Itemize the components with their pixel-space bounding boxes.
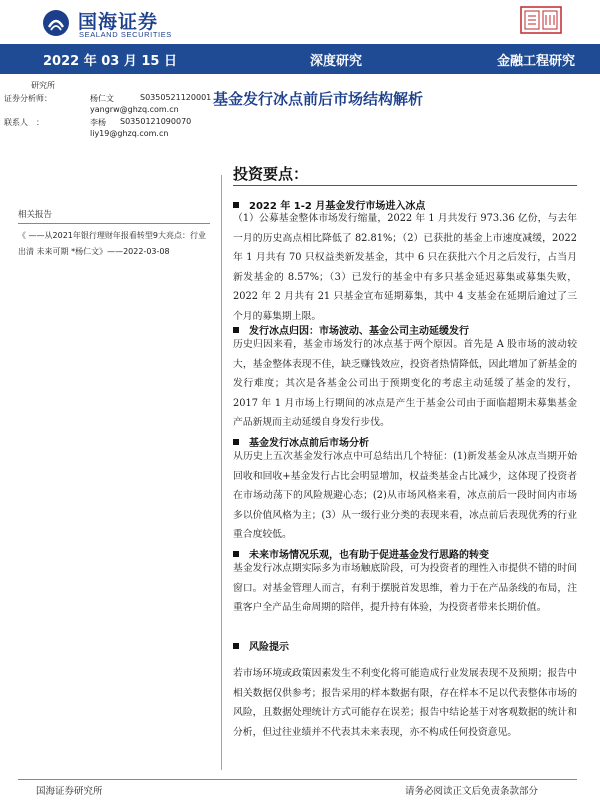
section-heading: 发行冰点归因：市场波动、基金公司主动延缓发行 bbox=[233, 322, 469, 337]
section-body: 历史归因来看，基金市场发行的冰点基于两个原因。首先是 A 股市场的波动较大，基金整体表现不佳，缺乏赚钱效应，投资者热情降低，因此增加了新基金的发行难度；其次是各基金公司出于预期变化的考虑主动延缓了基金的发行，2017 年 1 月市场上行期间的冰点是产生于基金公司由于面临超期未募集基金产品新规而主动延缓自身发行步伐。 bbox=[233, 339, 577, 429]
divider bbox=[18, 223, 210, 224]
bullet-icon bbox=[233, 643, 239, 649]
company-name: 国海证券 bbox=[78, 11, 159, 33]
bullet-icon bbox=[233, 327, 239, 333]
report-banner bbox=[0, 44, 600, 74]
analyst-cert: S0350521120001 bbox=[140, 93, 212, 102]
section-heading: 未来市场情况乐观，也有助于促进基金发行思路的转变 bbox=[233, 546, 489, 561]
section-body: 若市场环境或政策因素发生不利变化将可能造成行业发展表现不及预期；报告中相关数据仅供参考；报告采用的样本数据有限，存在样本不足以代表整体市场的风险，且数据处理统计方式可能存在误差；报告中结论基于对客观数据的统计和分析，但过往业绩并不代表其未来表现，亦不构成任何投资意见。 bbox=[233, 668, 577, 738]
company-logo-icon bbox=[42, 9, 70, 37]
section-heading: 2022 年 1-2 月基金发行市场进入冰点 bbox=[233, 197, 425, 212]
footer-divider bbox=[18, 779, 577, 780]
section-body: 基金发行冰点期实际多为市场触底阶段，可为投资者的理性入市提供不错的时间窗口。对基金管理人而言，有利于摆脱首发思维，着力于在产品条线的布局，注重客户全产品生命周期的陪伴，提升持有体验，为投资者带来长期价值。 bbox=[233, 563, 577, 614]
institute-label: 研究所 bbox=[31, 81, 55, 90]
related-report-link[interactable]: 《 ——从2021年银行理财年报看转型9大亮点：行业出清 未来可期 *杨仁文》——2022-03-08 bbox=[18, 231, 206, 256]
column-divider bbox=[221, 175, 222, 770]
footer-institute: 国海证券研究所 bbox=[36, 786, 103, 797]
bullet-icon bbox=[233, 202, 239, 208]
bullet-icon bbox=[233, 439, 239, 445]
divider bbox=[233, 185, 577, 186]
footer-disclaimer: 请务必阅读正文后免责条款部分 bbox=[405, 786, 539, 797]
report-category: 金融工程研究 bbox=[497, 54, 576, 69]
report-title: 基金发行冰点前后市场结构解析 bbox=[212, 90, 423, 108]
contact-role: 联系人 ： bbox=[4, 118, 44, 127]
contact-email: liy19@ghzq.com.cn bbox=[90, 129, 169, 138]
company-name-en: SEALAND SECURITIES bbox=[79, 30, 172, 39]
certification-stamp-icon bbox=[520, 6, 562, 34]
related-reports-heading: 相关报告 bbox=[18, 210, 53, 220]
contact-name: 李杨 bbox=[90, 118, 106, 127]
section-heading: 基金发行冰点前后市场分析 bbox=[233, 434, 369, 449]
analyst-role: 证券分析师： bbox=[4, 94, 52, 103]
section-body: 从历史上五次基金发行冰点中可总结出几个特征：(1)新发基金从冰点当期开始回收和回收+基金发行占比会明显增加，权益类基金占比减少，这体现了投资者在市场动荡下的风险规避心态；(2)从市场风格来看，冰点前后一段时间内市场多以价值风格为主；(3）从一级行业分类的表现来看，冰点前后表现优秀的行业重合度较低。 bbox=[233, 451, 577, 541]
section-body: （1）公募基金整体市场发行缩量，2022 年 1 月共发行 973.36 亿份，与去年一月的历史高点相比降低了 82.81%；（2）已获批的基金上市速度减缓，2022 年 1 月共有 70 只权益类新发基金，其中 6 只在获批六个月之后发行，占当月新发基金的 8.57%；（3）已发行的基金中有多只基金延迟募集或募集失败，2022 年 2 月共有 21 只基金宣布延期募集，其中 4 支基金在延期后逾过了三个月的募集期上限。 bbox=[233, 213, 577, 322]
report-date: 2022 年 03 月 15 日 bbox=[43, 54, 177, 69]
analyst-name: 杨仁文 bbox=[90, 94, 114, 103]
contact-cert: S0350121090070 bbox=[120, 117, 192, 126]
section-heading: 风险提示 bbox=[233, 638, 289, 653]
bullet-icon bbox=[233, 551, 239, 557]
report-type: 深度研究 bbox=[310, 54, 363, 69]
analyst-email: yangrw@ghzq.com.cn bbox=[90, 105, 179, 114]
key-points-heading: 投资要点： bbox=[233, 165, 309, 183]
